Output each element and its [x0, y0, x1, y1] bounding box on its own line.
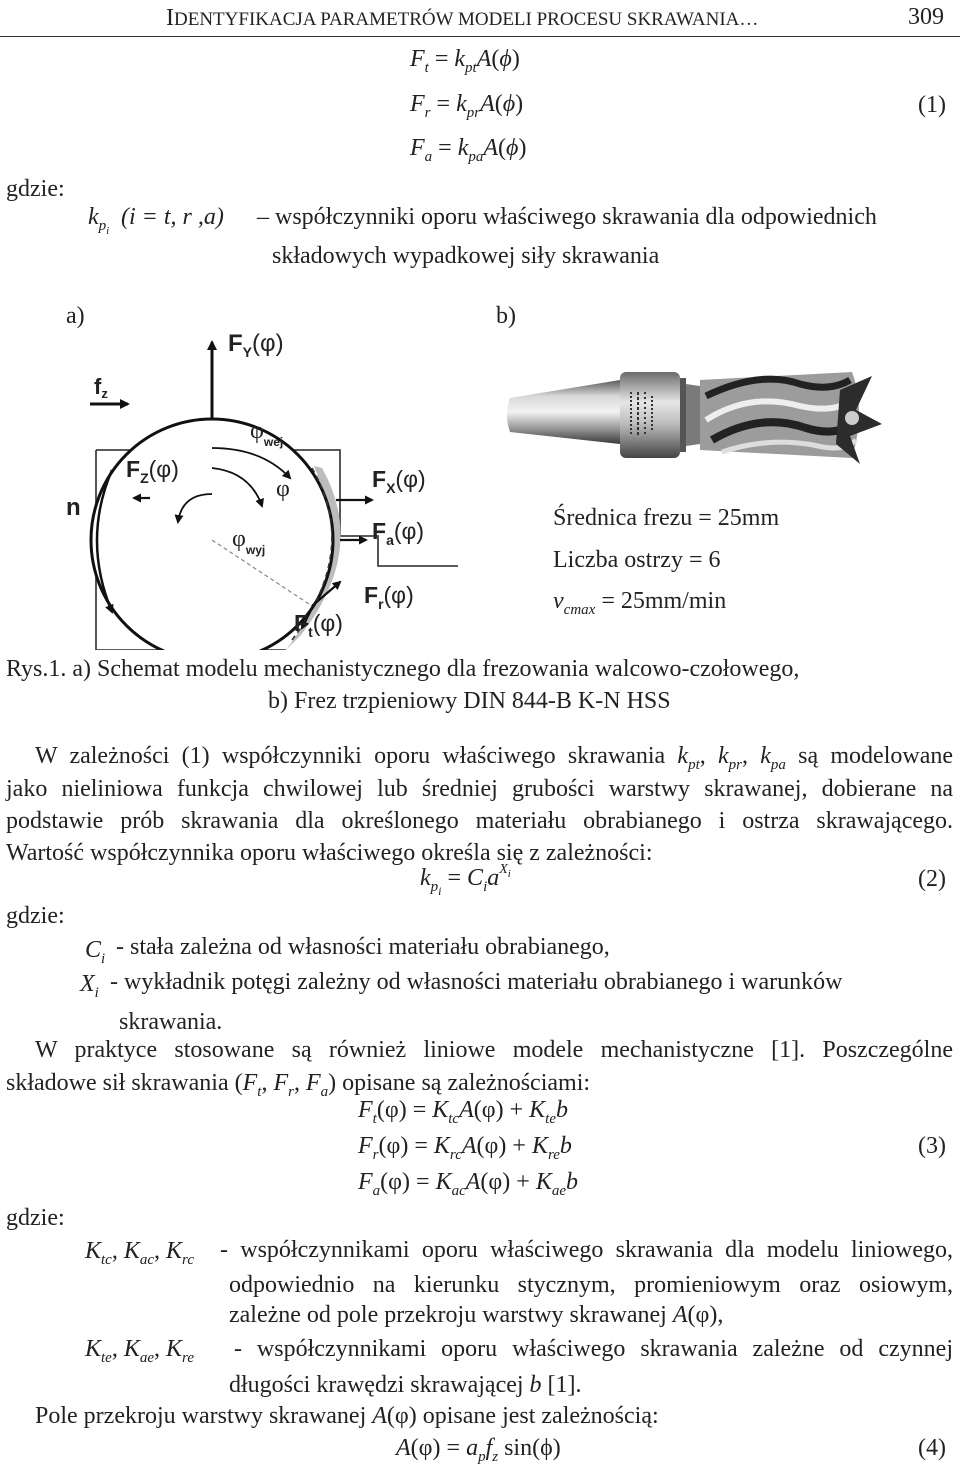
eq4-formula: $A(\varphi) = a_pf_z$ sin(ϕ): [396, 1435, 561, 1465]
eq2-number: (2): [918, 866, 946, 892]
where3-desc-2b: długości krawędzi skrawającej b [1].: [229, 1372, 582, 1398]
spec-teeth: Liczba ostrzy = 6: [553, 547, 721, 573]
where1-desc-2: składowych wypadkowej siły skrawania: [272, 243, 660, 269]
end-mill-image: [500, 340, 890, 490]
para1-line-4: Wartość współczynnika oporu właściwego określa się z zależności:: [6, 840, 653, 866]
where2-x-desc: - wykładnik potęgi zależny od własności materiału obrabianego i warunków: [110, 969, 843, 995]
where1-label: gdzie:: [6, 176, 65, 202]
para1-line-3: podstawie prób skrawania dla określonego materiału obrabianego i ostrza skrawającego.: [6, 808, 953, 834]
eq3-line-2: $F_r(\varphi) = K_{rc}A(\varphi) + K_{re}b$: [358, 1133, 572, 1163]
figure-label-b: b): [496, 303, 516, 329]
eq3-line-3: $F_a(\varphi) = K_{ac}A(\varphi) + K_{ae}b$: [358, 1169, 578, 1199]
eq4-number: (4): [918, 1435, 946, 1461]
where1-cond: (i = t, r ,a): [121, 204, 224, 230]
eq1-line-2: $F_r = k_{pr}A(\phi)$: [410, 91, 524, 121]
label-fz-force: $F_Z(\varphi)$: [126, 456, 179, 486]
eq3-number: (3): [918, 1133, 946, 1159]
eq1-line-1: $F_t = k_{pt}A(\phi)$: [410, 46, 520, 76]
para1-line-1: W zależności (1) współczynniki oporu właściwego skrawania $k_{pt}$, $k_{pr}$, $k_{pa}$ są modelowane: [35, 743, 954, 773]
figure-caption-line-1: Rys.1. a) Schemat modelu mechanistycznego dla frezowania walcowo-czołowego,: [6, 656, 800, 682]
spec-velocity: $v_{cmax} = 25mm/\min$: [553, 588, 727, 618]
para1-line-2: jako nieliniowa funkcja chwilowej lub średniej grubości warstwy skrawanej, dobierane na: [6, 776, 953, 802]
spec-diameter: Średnica frezu = 25mm: [553, 505, 780, 531]
eq1-number: (1): [918, 92, 946, 118]
where2-c-desc: - stała zależna od własności materiału obrabianego,: [116, 934, 610, 960]
where2-x-desc-2: skrawania.: [119, 1009, 223, 1035]
label-fx: $F_X(\varphi)$: [372, 466, 426, 496]
where3-k-cut-symbols: $K_{tc}$, $K_{ac}$, $K_{rc}$: [85, 1238, 194, 1268]
figure-label-a: a): [66, 303, 85, 329]
label-phi-wyj: $\varphi_{wyj}$: [232, 526, 266, 557]
eq2-formula: $k_{pi} = C_ia^{Xi}$: [420, 862, 511, 898]
label-fr: $F_r(\varphi)$: [364, 582, 414, 612]
where3-k-edge-symbols: $K_{te}$, $K_{ae}$, $K_{re}$: [85, 1336, 194, 1366]
where3-desc-1c: zależne od pole przekroju warstwy skrawanej A(φ),: [229, 1302, 724, 1328]
page-number: 309: [908, 4, 944, 30]
label-phi: φ: [276, 476, 290, 502]
label-fz: $f_z$: [94, 374, 108, 401]
where3-desc-1a: - współczynnikami oporu właściwego skrawania dla modelu liniowego,: [220, 1237, 953, 1263]
label-fy: $F_Y(\varphi)$: [228, 330, 284, 360]
label-ft: $F_t(\varphi)$: [294, 610, 343, 640]
label-fa: $F_a(\varphi)$: [372, 518, 425, 548]
running-header: [166, 6, 758, 30]
where2-c-symbol: $C_i$: [85, 937, 106, 967]
header-first-letter: I: [166, 5, 174, 31]
para3-line-1: Pole przekroju warstwy skrawanej A(φ) opisane jest zależnością:: [35, 1403, 659, 1429]
where1-desc-1: – współczynniki oporu właściwego skrawania dla odpowiednich: [257, 204, 877, 230]
eq1-line-3: $F_a = k_{pa}A(\phi)$: [410, 135, 527, 165]
label-phi-wej: $\varphi_{wej}$: [250, 418, 284, 449]
para2-line-1: W praktyce stosowane są również liniowe modele mechanistyczne [1]. Poszczególne: [35, 1037, 953, 1063]
figure-caption-line-2: b) Frez trzpieniowy DIN 844-B K-N HSS: [268, 688, 671, 714]
header-rule: [0, 36, 960, 37]
header-title: DENTYFIKACJA PARAMETRÓW MODELI PROCESU SKRAWANIA…: [174, 9, 759, 30]
where3-desc-1b: odpowiednio na kierunku stycznym, promieniowym oraz osiowym,: [229, 1272, 953, 1298]
where3-label: gdzie:: [6, 1205, 65, 1231]
eq3-line-1: $F_t(\varphi) = K_{tc}A(\varphi) + K_{te}b$: [358, 1097, 568, 1127]
where2-x-symbol: $X_i$: [80, 971, 99, 1001]
label-n: n: [66, 494, 81, 521]
where1-symbol: $k_{pi}$: [88, 204, 110, 237]
where3-desc-2a: - współczynnikami oporu właściwego skrawania zależne od czynnej: [234, 1336, 953, 1362]
para2-line-2: składowe sił skrawania ($F_t$, $F_r$, $F_a$) opisane są zależnościami:: [6, 1070, 591, 1100]
where2-label: gdzie:: [6, 903, 65, 929]
